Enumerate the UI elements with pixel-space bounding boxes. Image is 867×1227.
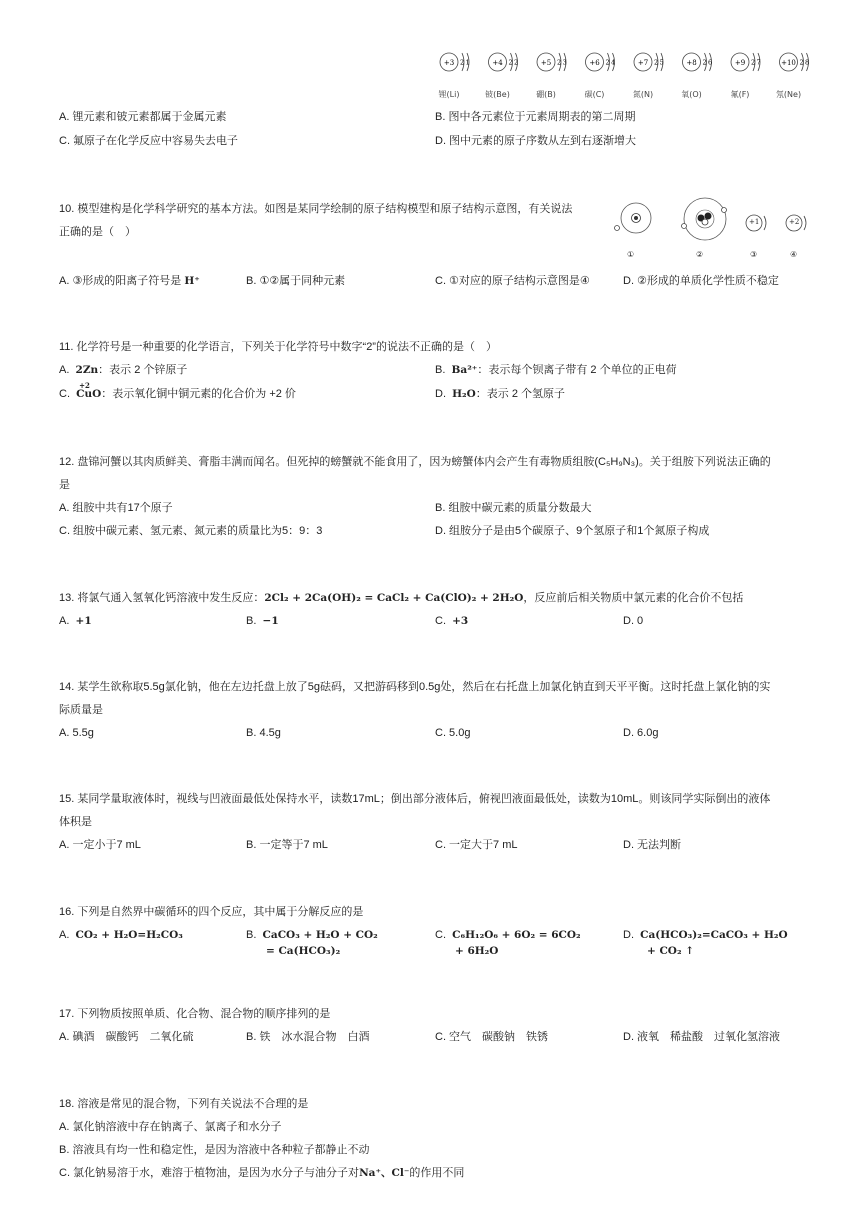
- q13-options: [59, 610, 819, 633]
- q16-option-c[interactable]: C. C₆H₁₂O₆ + 6O₂ = 6CO₂ + 6H₂O: [435, 929, 581, 957]
- q10-option-a[interactable]: A. ③形成的阳离子符号是 H⁺: [59, 275, 200, 287]
- q17-option-c[interactable]: C. 空气 碳酸钠 铁锈: [435, 1031, 549, 1043]
- q9-option-c[interactable]: C. 氟原子在化学反应中容易失去电子: [59, 135, 239, 147]
- q14-option-b[interactable]: B. 4.5g: [246, 727, 281, 739]
- atom-nucleus-charge: +10: [781, 59, 796, 67]
- atom-electron-count: 6: [708, 58, 713, 67]
- atom-nucleus-charge: +7: [637, 59, 649, 67]
- atom-structure-figure: [430, 38, 820, 104]
- q10-option-d[interactable]: D. ②形成的单质化学性质不稳定: [623, 275, 779, 287]
- atom-nucleus-charge: +5: [540, 59, 552, 67]
- q11-option-d[interactable]: D. H₂O：表示 2 个氢原子: [435, 388, 566, 400]
- q12-option-a[interactable]: A. 组胺中共有17个原子: [59, 502, 173, 514]
- q17-option-a[interactable]: A. 碘酒 碳酸钙 二氧化硫: [59, 1031, 194, 1043]
- q10-stem-line2: 正确的是（ ）: [59, 226, 136, 238]
- q13-equation: 2Cl₂ + 2Ca(OH)₂ = CaCl₂ + Ca(ClO)₂ + 2H₂O: [264, 592, 524, 604]
- atom-diagram: [681, 53, 712, 99]
- q10-fig-label-1: ①: [627, 250, 635, 259]
- q15-option-a[interactable]: A. 一定小于7 mL: [59, 839, 141, 851]
- q16-options: [59, 927, 819, 967]
- atom-label: 碳(C): [584, 90, 605, 99]
- q10-atom-model-figure: [608, 194, 823, 266]
- q11-option-b[interactable]: B. Ba²⁺：表示每个钡离子带有 2 个单位的正电荷: [435, 364, 677, 376]
- atom-electron-count: 3: [562, 58, 567, 67]
- atom-nucleus-charge: +9: [734, 59, 746, 67]
- q14-option-d[interactable]: D. 6.0g: [623, 727, 659, 739]
- atom-nucleus-charge: +6: [589, 59, 600, 67]
- q10-fig-label-2: ②: [696, 250, 704, 259]
- q10-stem-line1: 10. 模型建构是化学科学研究的基本方法。如图是某同学绘制的原子结构模型和原子结构示意图，有关说法: [59, 203, 573, 215]
- atom-electron-count: 5: [659, 58, 664, 67]
- q13-stem: 13. 将氯气通入氢氧化钙溶液中发生反应：2Cl₂ + 2Ca(OH)₂ = CaCl₂ + Ca(ClO)₂ + 2H₂O，反应前后相关物质中氯元素的化合价不包括: [59, 592, 744, 604]
- q11-option-a[interactable]: A. 2Zn：表示 2 个锌原子: [59, 364, 188, 376]
- q9-options-row2: [59, 130, 819, 153]
- q12-stem-line2: 是: [59, 479, 70, 491]
- atom-diagram: [633, 53, 664, 99]
- q10-option-c[interactable]: C. ①对应的原子结构示意图是④: [435, 275, 590, 287]
- q9-option-d[interactable]: D. 图中元素的原子序数从左到右逐渐增大: [435, 135, 637, 147]
- q17-option-d[interactable]: D. 液氧 稀盐酸 过氧化氢溶液: [623, 1031, 781, 1043]
- q15-stem: [59, 788, 809, 834]
- atom-label: 氮(N): [632, 90, 654, 99]
- q10-fig-label-4: ④: [790, 250, 798, 259]
- atom-electron-count: 2: [557, 58, 562, 67]
- q15-option-d[interactable]: D. 无法判断: [623, 839, 682, 851]
- q17-option-b[interactable]: B. 铁 冰水混合物 白酒: [246, 1031, 370, 1043]
- q15-option-c[interactable]: C. 一定大于7 mL: [435, 839, 518, 851]
- atom-electron-count: 2: [702, 58, 707, 67]
- atom-electron-count: 2: [514, 58, 519, 67]
- q12-option-d[interactable]: D. 组胺分子是由5个碳原子、9个氢原子和1个氮原子构成: [435, 525, 710, 537]
- q16-option-a[interactable]: A. CO₂ + H₂O=H₂CO₃: [59, 929, 183, 941]
- atom-diagram: [776, 53, 809, 99]
- q18-option-a[interactable]: A. 氯化钠溶液中存在钠离子、氯离子和水分子: [59, 1121, 282, 1133]
- q18-stem: 18. 溶液是常见的混合物，下列有关说法不合理的是: [59, 1098, 309, 1110]
- atom-diagram: [536, 53, 567, 99]
- q10-options: [59, 270, 819, 293]
- q14-options: [59, 722, 819, 745]
- atom-electron-count: 2: [605, 58, 610, 67]
- q11-a-formula: 2Zn: [75, 364, 99, 376]
- q11-c-formula: CuO: [76, 388, 102, 400]
- q17-options: [59, 1026, 819, 1049]
- q13-option-c[interactable]: C. +3: [435, 615, 469, 627]
- q10-fig-nucleus-3: +1: [749, 218, 760, 226]
- q16-option-b[interactable]: B. CaCO₃ + H₂O + CO₂ = Ca(HCO₃)₂: [246, 929, 378, 957]
- atom-label: 氟(F): [730, 90, 750, 99]
- atom-nucleus-charge: +8: [686, 59, 697, 67]
- q14-stem-line2: 际质量是: [59, 704, 103, 716]
- q15-stem-line2: 体积是: [59, 816, 92, 828]
- atom-electron-count: 2: [508, 58, 513, 67]
- atom-electron-count: 7: [756, 58, 761, 67]
- q12-option-b[interactable]: B. 组胺中碳元素的质量分数最大: [435, 502, 592, 514]
- q11-options-row2: [59, 383, 819, 406]
- q14-option-a[interactable]: A. 5.5g: [59, 727, 94, 739]
- atom-electron-count: 2: [460, 58, 465, 67]
- atom-diagrams-svg: [430, 38, 820, 104]
- q16-option-d[interactable]: D. Ca(HCO₃)₂=CaCO₃ + H₂O + CO₂ ↑: [623, 929, 788, 957]
- q9-options-row1: [59, 106, 819, 129]
- q12-option-c[interactable]: C. 组胺中碳元素、氢元素、氮元素的质量比为5：9：3: [59, 525, 323, 537]
- q18-option-b[interactable]: B. 溶液具有均一性和稳定性，是因为溶液中各种粒子都静止不动: [59, 1144, 370, 1156]
- q9-option-a[interactable]: A. 锂元素和铍元素都属于金属元素: [59, 111, 227, 123]
- atom-diagram: [439, 53, 470, 99]
- q11-b-formula: Ba²⁺: [451, 364, 478, 376]
- q10-fig-nucleus-4: +2: [789, 218, 800, 226]
- q11-option-c[interactable]: C. +2 CuO：表示氧化铜中铜元素的化合价为 +2 价: [59, 383, 296, 406]
- q12-stem: [59, 451, 809, 497]
- q12-stem-line1: 12. 盘锦河蟹以其肉质鲜美、膏脂丰满而闻名。但死掉的螃蟹就不能食用了，因为螃蟹体内会产生有毒物质组胺(C₅H₉N₃)。关于组胺下列说法正确的: [59, 456, 771, 468]
- q10-fig-label-3: ③: [750, 250, 758, 259]
- atom-electron-count: 4: [611, 58, 616, 67]
- q13-option-b[interactable]: B. −1: [246, 615, 279, 627]
- atom-label: 硼(B): [536, 90, 556, 99]
- atom-nucleus-charge: +3: [443, 59, 455, 67]
- atom-label: 铍(Be): [485, 90, 510, 99]
- atom-label: 氧(O): [681, 90, 702, 99]
- q18-c-ions: Na⁺、Cl⁻: [359, 1167, 410, 1179]
- q12-options-row1: [59, 497, 819, 520]
- q11-d-formula: H₂O: [452, 388, 476, 400]
- q14-stem: [59, 676, 809, 722]
- atom-electron-count: 2: [751, 58, 756, 67]
- q15-option-b[interactable]: B. 一定等于7 mL: [246, 839, 328, 851]
- atom-electron-count: 2: [654, 58, 659, 67]
- atom-diagram: [731, 53, 761, 99]
- atom-label: 锂(Li): [438, 90, 460, 99]
- atom-nucleus-charge: +4: [492, 59, 503, 67]
- atom-diagram: [485, 53, 518, 99]
- q17-stem: 17. 下列物质按照单质、化合物、混合物的顺序排列的是: [59, 1008, 331, 1020]
- q9-option-b[interactable]: B. 图中各元素位于元素周期表的第二周期: [435, 111, 636, 123]
- q14-stem-line1: 14. 某学生欲称取5.5g氯化钠，他在左边托盘上放了5g砝码，又把游码移到0.5g处，然后在右托盘上加氯化钠直到天平平衡。这时托盘上氯化钠的实: [59, 681, 771, 693]
- atom-electron-count: 2: [799, 58, 804, 67]
- q14-option-c[interactable]: C. 5.0g: [435, 727, 471, 739]
- q16-stem: 16. 下列是自然界中碳循环的四个反应，其中属于分解反应的是: [59, 906, 364, 918]
- q10-stem: [59, 198, 604, 244]
- q15-options: [59, 834, 819, 857]
- atom-electron-count: 8: [805, 58, 810, 67]
- atom-electron-count: 1: [465, 58, 470, 67]
- q13-option-a[interactable]: A. +1: [59, 615, 92, 627]
- q11-stem: 11. 化学符号是一种重要的化学语言，下列关于化学符号中数字“2”的说法不正确的是（ ）: [59, 341, 497, 353]
- q11-options-row1: [59, 359, 819, 382]
- q11-c-valence: +2: [79, 381, 90, 390]
- q10-option-b[interactable]: B. ①②属于同种元素: [246, 275, 346, 287]
- q15-stem-line1: 15. 某同学量取液体时，视线与凹液面最低处保持水平，读数17mL；倒出部分液体后，俯视凹液面最低处，读数为10mL。则该同学实际倒出的液体: [59, 793, 771, 805]
- atom-label: 氖(Ne): [775, 90, 802, 99]
- q12-options-row2: [59, 520, 819, 543]
- q13-option-d[interactable]: D. 0: [623, 615, 644, 627]
- q18-option-c[interactable]: C. 氯化钠易溶于水，难溶于植物油，是因为水分子与油分子对Na⁺、Cl⁻的作用不同: [59, 1167, 465, 1179]
- atom-diagram: [585, 53, 616, 99]
- q10-a-formula: H⁺: [184, 275, 200, 287]
